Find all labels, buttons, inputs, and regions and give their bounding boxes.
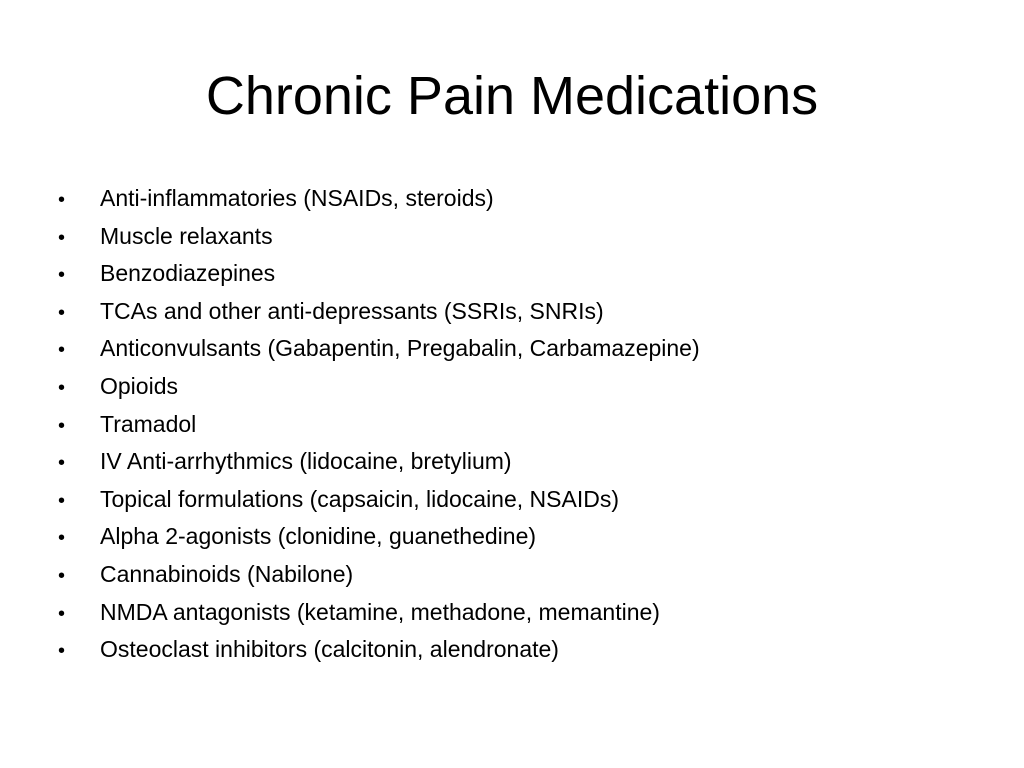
list-item xyxy=(58,481,700,519)
slide-title: Chronic Pain Medications xyxy=(205,66,819,126)
bullet-icon: • xyxy=(58,602,66,625)
list-item xyxy=(58,368,700,406)
list-item-text: IV Anti-arrhythmics (lidocaine, bretylium) xyxy=(100,448,512,475)
list-item-text: Benzodiazepines xyxy=(100,260,276,287)
list-item xyxy=(58,406,700,444)
bullet-icon: • xyxy=(58,527,66,550)
list-item-text: Cannabinoids (Nabilone) xyxy=(100,560,354,587)
list-item xyxy=(58,594,700,632)
list-item xyxy=(58,330,700,368)
list-item-text: Osteoclast inhibitors (calcitonin, alendronate) xyxy=(100,636,559,663)
bullet-icon: • xyxy=(58,414,66,437)
list-item-text: Tramadol xyxy=(100,410,197,437)
list-item xyxy=(58,218,700,256)
list-item xyxy=(58,180,700,218)
bullet-icon: • xyxy=(58,226,66,249)
list-item-text: Topical formulations (capsaicin, lidocaine, NSAIDs) xyxy=(100,485,619,512)
list-item-text: Anti-inflammatories (NSAIDs, steroids) xyxy=(100,185,494,211)
list-item-text: TCAs and other anti-depressants (SSRIs, SNRIs) xyxy=(100,297,604,324)
bullet-icon: • xyxy=(58,189,66,211)
bullet-icon: • xyxy=(58,264,66,287)
bullet-icon: • xyxy=(58,452,66,475)
list-item-text: Anticonvulsants (Gabapentin, Pregabalin, Carbamazepine) xyxy=(100,335,700,362)
list-item xyxy=(58,518,700,556)
list-item xyxy=(58,631,700,669)
list-item-text: NMDA antagonists (ketamine, methadone, memantine) xyxy=(100,598,660,625)
bullet-icon: • xyxy=(58,564,66,587)
bullet-icon: • xyxy=(58,376,66,399)
list-item-text: Opioids xyxy=(100,372,178,399)
list-item xyxy=(58,255,700,293)
bullet-icon: • xyxy=(58,640,66,663)
list-item xyxy=(58,293,700,331)
list-item xyxy=(58,556,700,594)
bullet-icon: • xyxy=(58,301,66,324)
list-item xyxy=(58,443,700,481)
list-item-text: Alpha 2-agonists (clonidine, guanethedine) xyxy=(100,523,537,550)
bullet-icon: • xyxy=(58,489,66,512)
list-item-text: Muscle relaxants xyxy=(100,222,273,249)
bullet-list xyxy=(58,180,700,669)
bullet-icon: • xyxy=(58,339,66,362)
